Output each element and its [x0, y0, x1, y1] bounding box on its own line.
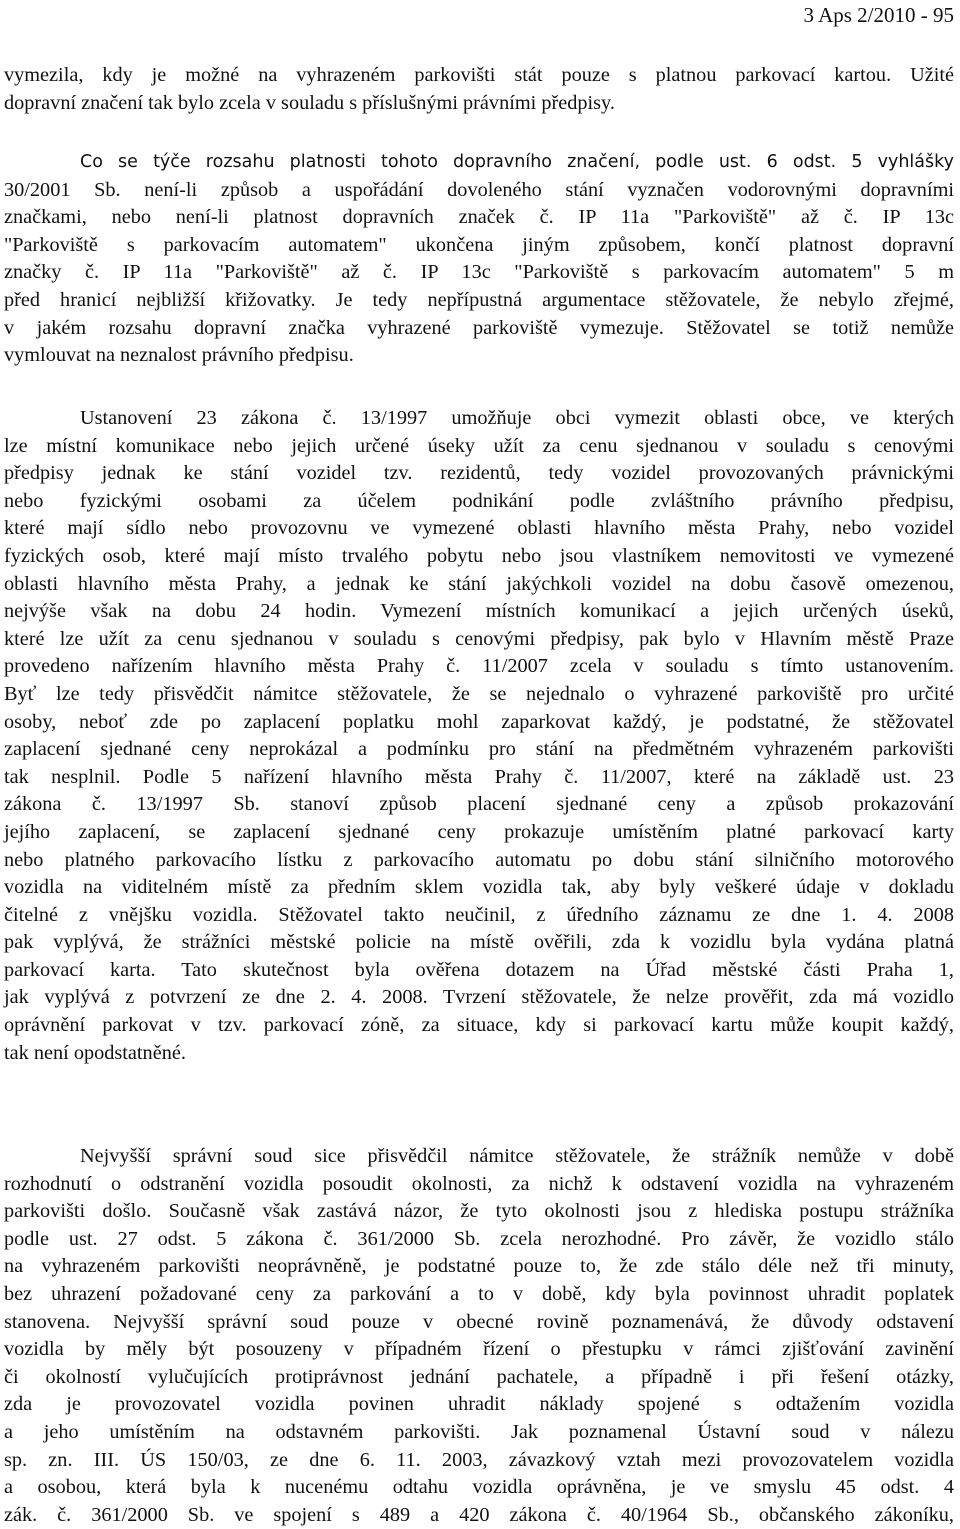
text-line: vymezila, kdy je možné na vyhrazeném parkovišti stát pouze s platnou parkovací kartou. Užité	[4, 64, 954, 86]
text-line: a osobou, která byla k nucenému odtahu vozidla oprávněna, je ve smyslu 45 odst. 4	[4, 1476, 954, 1499]
text-line: pak vyplývá, že strážníci městské policie na místě ověřili, zda k vozidlu byla vydána platná	[4, 931, 954, 954]
text-line: a jeho umístěním na odstavném parkovišti. Jak poznamenal Ústavní soud v nálezu	[4, 1420, 954, 1443]
text-line: dopravní značení tak bylo zcela v souladu s příslušnými právními předpisy.	[4, 91, 615, 114]
text-line: vozidla na viditelném místě za předním sklem vozidla tak, aby byly veškeré údaje v dokladu	[4, 876, 954, 899]
text-line: v jakém rozsahu dopravní značka vyhrazené parkoviště vymezuje. Stěžovatel se totiž nemůže	[4, 316, 954, 339]
text-line: vymlouvat na neznalost právního předpisu.	[4, 344, 354, 367]
text-line: parkovišti došlo. Současně však zastává názor, že tyto okolnosti jsou z hlediska postupu strážníka	[4, 1200, 954, 1223]
text-line: zákona č. 13/1997 Sb. stanoví způsob placení sjednané ceny a způsob prokazování	[4, 793, 954, 816]
text-line: 30/2001 Sb. není-li způsob a uspořádání dovoleného stání vyznačen vodorovnými dopravními	[4, 178, 954, 201]
text-line: nebo platného parkovacího lístku z parkovacího automatu po dobu stání silničního motorového	[4, 848, 954, 871]
text-line: zda je provozovatel vozidla povinen uhradit náklady spojené s odtažením vozidla	[4, 1393, 954, 1416]
text-line: podle ust. 27 odst. 5 zákona č. 361/2000 Sb. zcela nerozhodné. Pro závěr, že vozidlo stálo	[4, 1227, 954, 1250]
text-line: "Parkoviště s parkovacím automatem" ukončena jiným způsobem, končí platnost dopravní	[4, 233, 954, 256]
text-line: na vyhrazeném parkovišti neoprávněně, je podstatné pouze to, že zde stálo déle než tři minuty,	[4, 1255, 954, 1278]
text-line: čitelné z vnějšku vozidla. Stěžovatel takto neučinil, z úředního záznamu ze dne 1. 4. 2008	[4, 903, 954, 926]
text-line: zák. č. 361/2000 Sb. ve spojení s 489 a 420 zákona č. 40/1964 Sb., občanského zákoníku,	[4, 1503, 954, 1526]
text-line: provedeno nařízením hlavního města Prahy č. 11/2007 zcela v souladu s tímto ustanovením.	[4, 655, 954, 678]
text-line: zaplacení sjednané ceny neprokázal a podmínku pro stání na předmětném vyhrazeném parkovišti	[4, 738, 954, 761]
text-line: nejvýše však na dobu 24 hodin. Vymezení místních komunikací a jejich určených úseků,	[4, 600, 954, 623]
text-line: předpisy jednak ke stání vozidel tzv. rezidentů, tedy vozidel provozovaných právnickými	[4, 462, 954, 485]
paragraph-2	[4, 149, 954, 370]
text-line: které mají sídlo nebo provozovnu ve vymezené oblasti hlavního města Prahy, nebo vozidel	[4, 517, 954, 540]
text-line: fyzických osob, které mají místo trvalého pobytu nebo jsou vlastníkem nemovitosti ve vymezené	[4, 544, 954, 567]
text-line: oprávnění parkovat v tzv. parkovací zóně, za situace, kdy si parkovací kartu může koupit každý,	[4, 1014, 954, 1037]
text-line: značky č. IP 11a "Parkoviště" až č. IP 13c "Parkoviště s parkovacím automatem" 5 m	[4, 261, 954, 284]
text-line: jejího zaplacení, se zaplacení sjednané ceny prokazuje umístěním platné parkovací karty	[4, 820, 954, 843]
running-head: 3 Aps 2/2010 - 95	[803, 3, 954, 27]
text-line: či okolností vylučujících protiprávnost jednání pachatele, a případně i při řešení otázky,	[4, 1365, 954, 1388]
text-line: před hranicí nejbližší křižovatky. Je tedy nepřípustná argumentace stěžovatele, že nebylo zřejmé,	[4, 288, 954, 311]
text-line: vozidla by měly být posouzeny v případném řízení o přestupku v rámci zjišťování zavinění	[4, 1338, 954, 1361]
text-line: tak nesplnil. Podle 5 nařízení hlavního města Prahy č. 11/2007, které na základě ust. 23	[4, 765, 954, 788]
text-line: lze místní komunikace nebo jejich určené úseky užít za cenu sjednanou v souladu s cenovými	[4, 434, 954, 457]
text-line: osoby, neboť zde po zaplacení poplatku mohl zaparkovat každý, je podstatné, že stěžovatel	[4, 710, 954, 733]
text-line: tak není opodstatněné.	[4, 1041, 186, 1064]
text-line: značkami, nebo není-li platnost dopravních značek č. IP 11a "Parkoviště" až č. IP 13c	[4, 206, 954, 229]
text-line: parkovací karta. Tato skutečnost byla ověřena dotazem na Úřad městské části Praha 1,	[4, 958, 954, 981]
paragraph-1	[4, 62, 954, 117]
text-line: Ustanovení 23 zákona č. 13/1997 umožňuje obci vymezit oblasti obce, ve kterých	[80, 407, 954, 429]
text-line: Co se týče rozsahu platnosti tohoto dopravního značení, podle ust. 6 odst. 5 vyhlášky	[80, 152, 954, 172]
text-line: sp. zn. III. ÚS 150/03, ze dne 6. 11. 2003, závazkový vztah mezi provozovatelem vozidla	[4, 1448, 954, 1471]
text-line: Byť lze tedy přisvědčit námitce stěžovatele, že se nejednalo o vyhrazené parkoviště pro určité	[4, 682, 954, 705]
text-line: bez uhrazení požadované ceny za parkování a to v době, kdy byla povinnost uhradit poplatek	[4, 1282, 954, 1305]
paragraph-3	[4, 405, 954, 1067]
text-line: které lze užít za cenu sjednanou v souladu s cenovými předpisy, pak bylo v Hlavním městě Praze	[4, 627, 954, 650]
text-line: stanovena. Nejvyšší správní soud pouze v obecné rovině poznamenává, že důvody odstavení	[4, 1310, 954, 1333]
text-line: Nejvyšší správní soud sice přisvědčil námitce stěžovatele, že strážník nemůže v době	[80, 1145, 954, 1167]
paragraph-4	[4, 1143, 954, 1529]
text-line: rozhodnutí o odstranění vozidla posoudit okolnosti, za nichž k odstavení vozidla na vyhrazeném	[4, 1172, 954, 1195]
text-line: oblasti hlavního města Prahy, a jednak ke stání jakýchkoli vozidel na dobu časově omezenou,	[4, 572, 954, 595]
text-line: nebo fyzickými osobami za účelem podnikání podle zvláštního právního předpisu,	[4, 489, 954, 512]
text-line: jak vyplývá z potvrzení ze dne 2. 4. 2008. Tvrzení stěžovatele, že nelze prověřit, zda má vozidlo	[4, 986, 954, 1009]
